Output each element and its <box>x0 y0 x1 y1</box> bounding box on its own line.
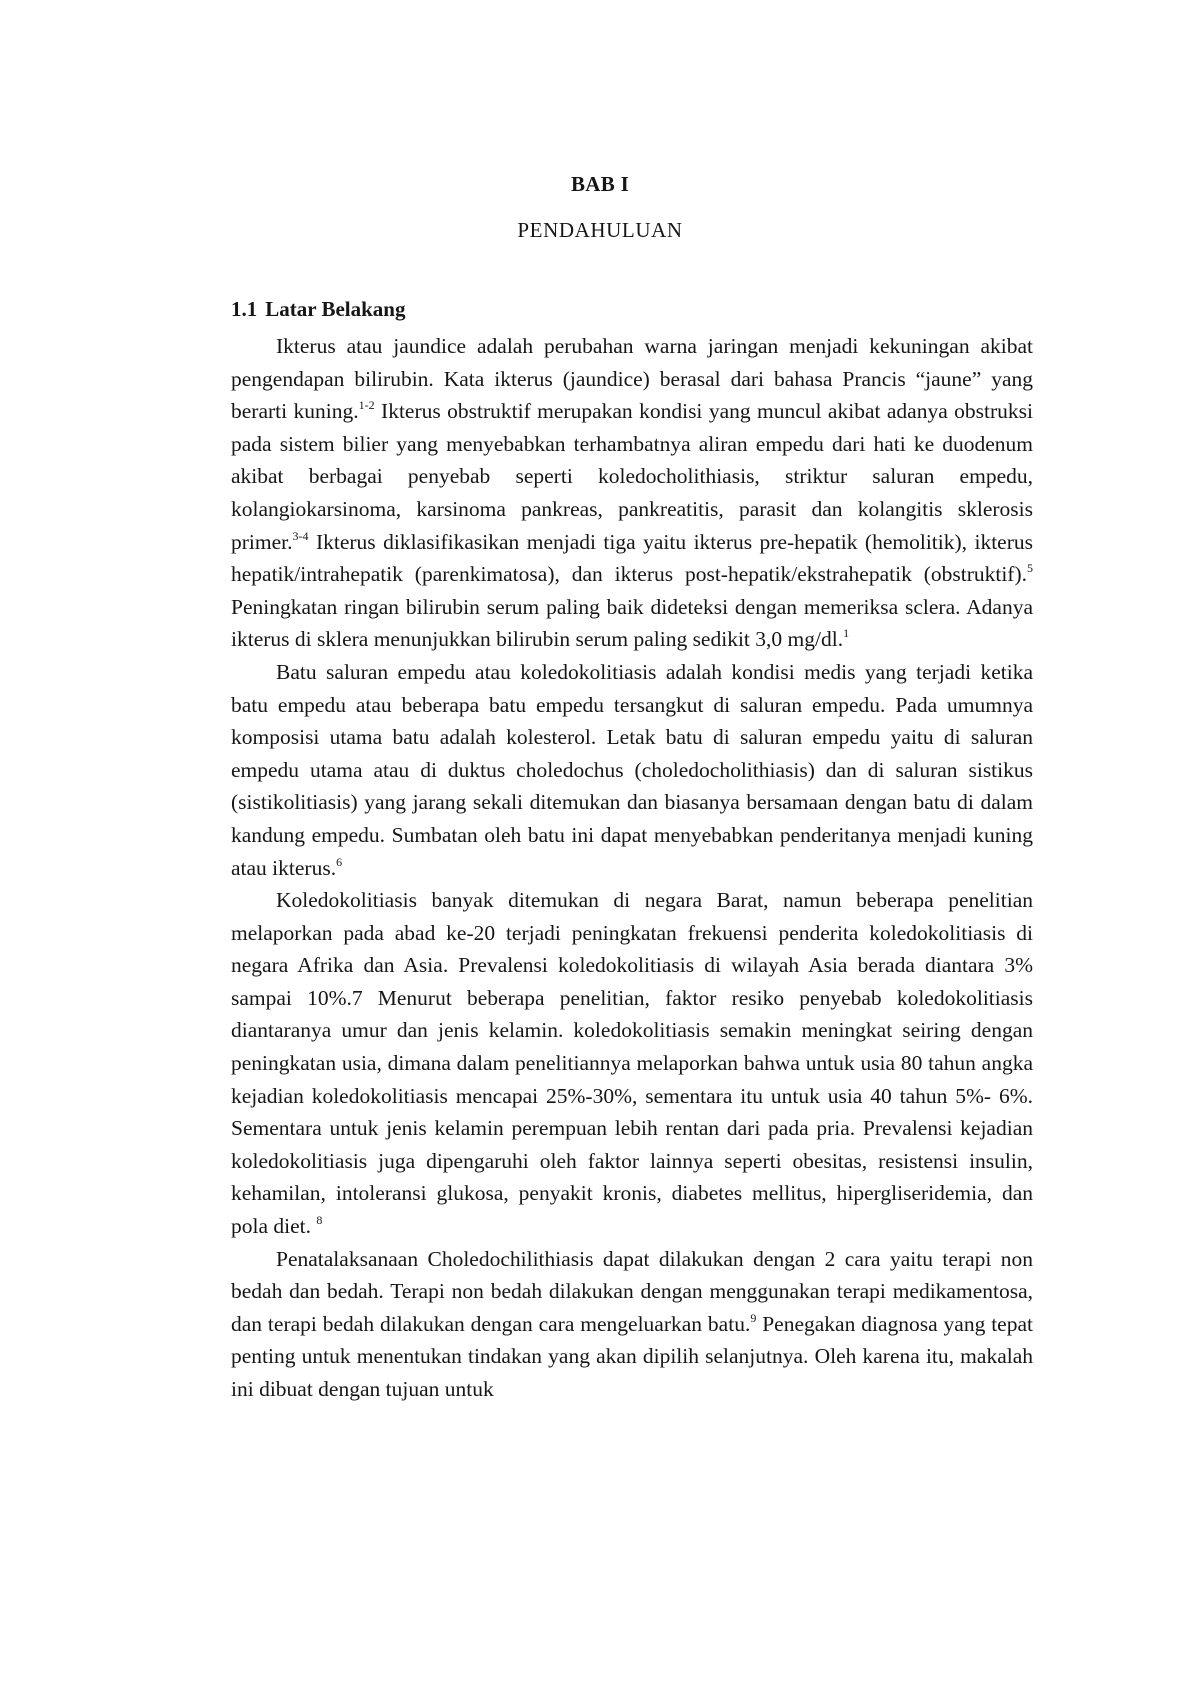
body-text <box>231 330 1033 1406</box>
paragraph-text: Ikterus obstruktif merupakan kondisi yang muncul akibat adanya obstruksi pada sistem bilier yang menyebabkan terhambatnya aliran empedu dari hati ke duodenum akibat berbagai penyebab seperti koledocholithiasis, striktur saluran empedu, kolangiokarsinoma, karsinoma pankreas, pankreatitis, parasit dan kolangitis sklerosis primer. <box>231 399 1034 554</box>
citation-ref: 3-4 <box>292 528 309 543</box>
citation-ref: 6 <box>336 854 343 869</box>
chapter-number: BAB I <box>570 172 630 196</box>
paragraph-text: Penegakan diagnosa yang tepat penting untuk menentukan tindakan yang akan dipilih selanjutnya. Oleh karena itu, makalah ini dibuat dengan tujuan untuk <box>231 1311 1033 1401</box>
paragraph-text: Penatalaksanaan Choledochilithiasis dapat dilakukan dengan 2 cara yaitu terapi non bedah dan bedah. Terapi non bedah dilakukan dengan menggunakan terapi medikamentosa, dan terapi bedah dilakukan dengan cara mengeluarkan batu. <box>231 1246 1033 1336</box>
citation-ref: 9 <box>750 1310 757 1325</box>
paragraph-koledokolitiasis <box>231 884 1033 1243</box>
citation-ref: 5 <box>1027 561 1033 576</box>
citation-ref: 1 <box>843 626 850 641</box>
paragraph-ikterus <box>231 330 1033 656</box>
paragraph-batu-saluran-empedu <box>231 656 1033 884</box>
paragraph-text: Peningkatan ringan bilirubin serum paling baik dideteksi dengan memeriksa sclera. Adanya ikterus di sklera menunjukkan bilirubin serum paling sedikit 3,0 mg/dl. <box>231 594 1033 652</box>
section-heading <box>231 297 413 322</box>
paragraph-text: Ikterus diklasifikasikan menjadi tiga yaitu ikterus pre-hepatik (hemolitik), ikterus hepatik/intrahepatik (parenkimatosa), dan ikterus post-hepatik/ekstrahepatik (obstruktif). <box>231 529 1033 587</box>
citation-ref: 1-2 <box>358 398 375 413</box>
chapter-title: PENDAHULUAN <box>517 218 683 242</box>
paragraph-text: Koledokolitiasis banyak ditemukan di negara Barat, namun beberapa penelitian melaporkan pada abad ke-20 terjadi peningkatan frekuensi penderita koledokolitiasis di negara Afrika dan Asia. Prevalensi koledokolitiasis di wilayah Asia berada diantara 3% sampai 10%.7 Menurut beberapa penelitian, faktor resiko penyebab koledokolitiasis diantaranya umur dan jenis kelamin. koledokolitiasis semakin meningkat seiring dengan peningkatan usia, dimana dalam penelitiannya melaporkan bahwa untuk usia 80 tahun angka kejadian koledokolitiasis mencapai 25%-30%, sementara itu untuk usia 40 tahun 5%- 6%. Sementara untuk jenis kelamin perempuan lebih rentan dari pada pria. Prevalensi kejadian koledokolitiasis juga dipengaruhi oleh faktor lainnya seperti obesitas, resistensi insulin, kehamilan, intoleransi glukosa, penyakit kronis, diabetes mellitus, hipergliseridemia, dan pola diet. <box>231 888 1033 1239</box>
paragraph-penatalaksanaan <box>231 1243 1033 1406</box>
paragraph-text: Ikterus atau jaundice adalah perubahan warna jaringan menjadi kekuningan akibat pengendapan bilirubin. Kata ikterus (jaundice) berasal dari bahasa Prancis “jaune” yang berarti kuning. <box>231 334 1033 424</box>
section-number: 1.1 <box>231 297 258 321</box>
citation-ref: 8 <box>316 1213 323 1228</box>
section-title: Latar Belakang <box>265 297 406 321</box>
paragraph-text: Batu saluran empedu atau koledokolitiasis adalah kondisi medis yang terjadi ketika batu empedu atau beberapa batu empedu tersangkut di saluran empedu. Pada umumnya komposisi utama batu adalah kolesterol. Letak batu di saluran empedu yaitu di saluran empedu utama atau di duktus choledochus (choledocholithiasis) dan di saluran sistikus (sistikolitiasis) yang jarang sekali ditemukan dan biasanya bersamaan dengan batu di dalam kandung empedu. Sumbatan oleh batu ini dapat menyebabkan penderitanya menjadi kuning atau ikterus. <box>231 659 1033 880</box>
